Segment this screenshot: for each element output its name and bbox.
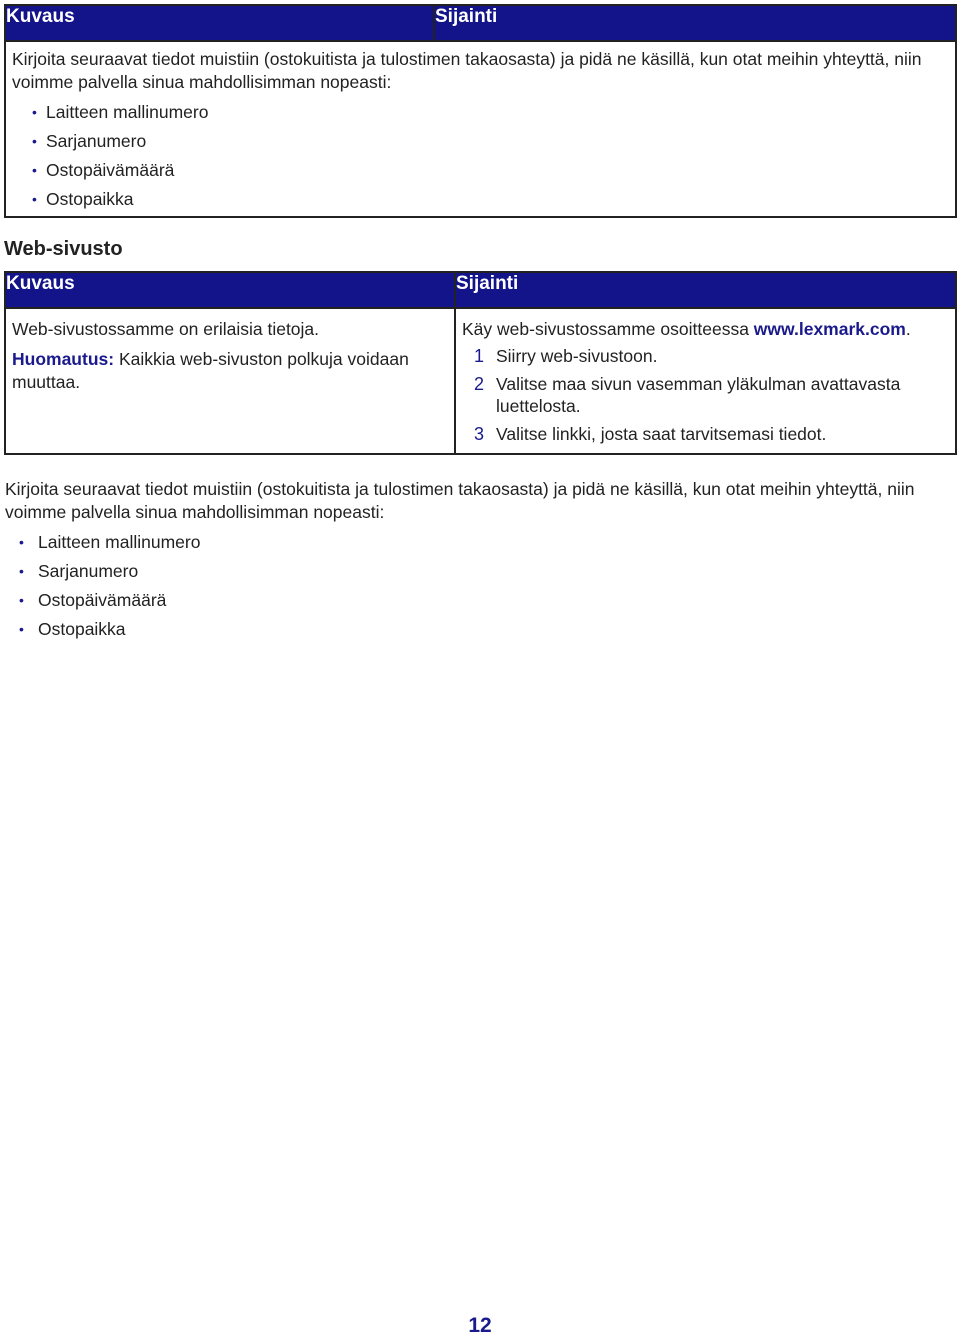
list-item: • Sarjanumero: [5, 557, 953, 586]
bullet-icon: •: [19, 563, 24, 579]
list-item: • Laitteen mallinumero: [5, 528, 953, 557]
table-cell-contact-info: [5, 41, 956, 217]
description-text: Web-sivustossamme on erilaisia tietoja.: [12, 319, 320, 339]
contact-intro-text: Kirjoita seuraavat tiedot muistiin (ostokuitista ja tulostimen takaosasta) ja pidä ne käsillä, kun otat meihin yhteyttä, niin voimme palvella sinua mahdollisimman nopeasti:: [12, 49, 922, 92]
contact-info-list: [5, 528, 953, 644]
step-item: 3 Valitse linkki, josta saat tarvitsemasi tiedot.: [474, 424, 827, 444]
bullet-icon: •: [32, 133, 37, 149]
list-item: • Ostopaikka: [12, 185, 949, 214]
website-link[interactable]: www.lexmark.com: [753, 319, 906, 339]
list-item: • Ostopaikka: [5, 615, 953, 644]
bullet-icon: •: [32, 162, 37, 178]
contact-info-paragraph: [5, 478, 953, 644]
list-item: • Ostopäivämäärä: [5, 586, 953, 615]
contact-intro-text: Kirjoita seuraavat tiedot muistiin (ostokuitista ja tulostimen takaosasta) ja pidä ne käsillä, kun otat meihin yhteyttä, niin voimme palvella sinua mahdollisimman nopeasti:: [5, 479, 915, 522]
page-number: 12: [468, 1314, 492, 1337]
table-header-description: Kuvaus: [5, 5, 434, 41]
location-text: Käy web-sivustossamme osoitteessa www.lexmark.com.: [462, 319, 911, 339]
note-label: Huomautus:: [12, 349, 115, 369]
note: [12, 348, 448, 394]
table-cell-location: [455, 308, 956, 454]
website-table: [4, 271, 957, 455]
step-item: 1 Siirry web-sivustoon.: [474, 346, 658, 366]
table-header-description: Kuvaus: [5, 272, 455, 308]
step-item: 2 Valitse maa sivun vasemman yläkulman avattavasta luettelosta.: [474, 374, 901, 416]
step-number: 3: [474, 424, 485, 444]
list-item: • Laitteen mallinumero: [12, 98, 949, 127]
bullet-icon: •: [19, 534, 24, 550]
steps-list: [462, 345, 949, 445]
step-number: 1: [474, 346, 485, 366]
table-cell-description: [5, 308, 455, 454]
section-title: Web-sivusto: [4, 238, 123, 260]
list-item: • Ostopäivämäärä: [12, 156, 949, 185]
table-header-location: Sijainti: [455, 272, 956, 308]
bullet-icon: •: [19, 621, 24, 637]
step-number: 2: [474, 374, 485, 394]
contact-info-list: [12, 98, 949, 214]
table-header-location: Sijainti: [434, 5, 956, 41]
bullet-icon: •: [32, 104, 37, 120]
list-item: • Sarjanumero: [12, 127, 949, 156]
note-text: Kaikkia web-sivuston polkuja voidaan muuttaa.: [12, 349, 409, 392]
bullet-icon: •: [32, 191, 37, 207]
bullet-icon: •: [19, 592, 24, 608]
contact-info-table: [4, 4, 957, 218]
